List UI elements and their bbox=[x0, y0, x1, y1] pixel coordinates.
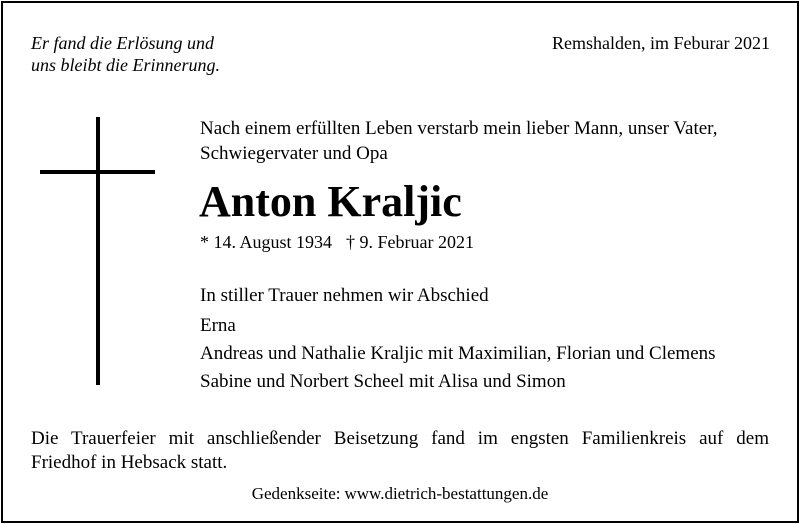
mourning-lead: In stiller Trauer nehmen wir Abschied bbox=[200, 285, 489, 306]
cross-icon-horizontal-bar bbox=[40, 170, 155, 174]
intro-text bbox=[200, 116, 718, 166]
memorial-page-link[interactable]: www.dietrich-bestattungen.de bbox=[344, 484, 549, 503]
mourner-line: Erna bbox=[200, 315, 236, 336]
birth-date: * 14. August 1934 bbox=[200, 232, 333, 252]
cross-icon-vertical-bar bbox=[96, 117, 100, 385]
memorial-page bbox=[0, 483, 800, 505]
intro-line-2: Schwiegervater und Opa bbox=[200, 143, 388, 164]
deceased-name: Anton Kraljic bbox=[199, 177, 462, 226]
funeral-notice bbox=[31, 427, 769, 475]
life-dates bbox=[200, 231, 474, 253]
funeral-notice-line-1: Die Trauerfeier mit anschließender Beisetzung fand im engsten Familienkreis auf dem bbox=[31, 428, 769, 449]
motto-line-1: Er fand die Erlösung und bbox=[31, 33, 214, 53]
memorial-page-label: Gedenkseite: bbox=[251, 484, 341, 503]
place-and-date: Remshalden, im Feburar 2021 bbox=[552, 33, 770, 53]
motto-quote bbox=[31, 32, 220, 76]
death-date: † 9. Februar 2021 bbox=[346, 232, 474, 252]
intro-line-1: Nach einem erfüllten Leben verstarb mein lieber Mann, unser Vater, bbox=[200, 118, 718, 139]
mourners-section bbox=[200, 282, 716, 396]
funeral-notice-line-2: Friedhof in Hebsack statt. bbox=[31, 452, 228, 473]
motto-line-2: uns bleibt die Erinnerung. bbox=[31, 55, 220, 75]
mourner-line: Sabine und Norbert Scheel mit Alisa und Simon bbox=[200, 371, 566, 392]
mourner-line: Andreas und Nathalie Kraljic mit Maximilian, Florian und Clemens bbox=[200, 343, 716, 364]
